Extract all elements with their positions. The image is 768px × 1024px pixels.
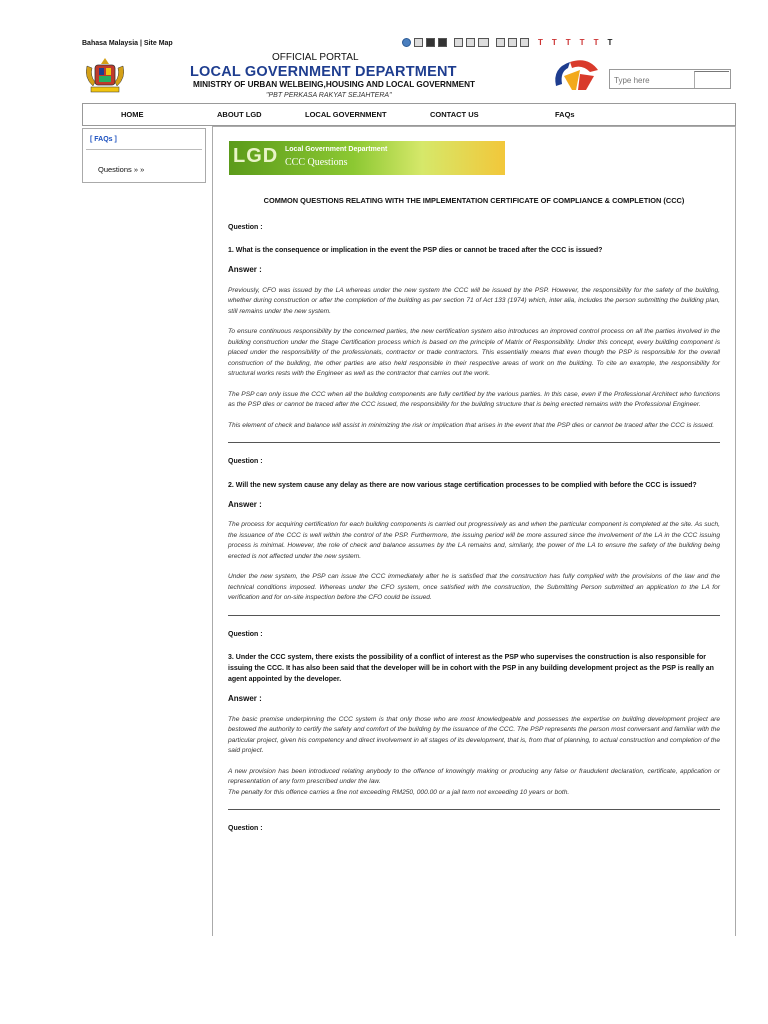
question-label: Question :: [228, 825, 263, 832]
nav-about-lgd[interactable]: ABOUT LGD: [217, 110, 262, 119]
text-size-3[interactable]: T: [565, 38, 571, 47]
top-links: [82, 40, 173, 47]
motto: "PBT PERKASA RAKYAT SEJAHTERA": [266, 92, 392, 99]
answer-3-para-2: A new provision has been introduced relating anybody to the offence of knowingly making or producing any false or fraudulent declaration, certificate, application or representation of any form prescribed under the law.: [228, 767, 720, 785]
content-title: COMMON QUESTIONS RELATING WITH THE IMPLEMENTATION CERTIFICATE OF COMPLIANCE & COMPLETION (CCC): [263, 196, 685, 205]
ministry-logo-icon: [550, 56, 604, 94]
question-3: 3. Under the CCC system, there exists the possibility of a conflict of interest as the PSP who supervises the construction is also responsible for issuing the CCC. It has also been said that the developer will be in cohort with the PSP in any building development project as the PSP is really an agent appointed by the developer.: [228, 654, 714, 683]
top-links-separator: |: [140, 40, 142, 47]
text-size-6[interactable]: T: [607, 38, 613, 47]
answer-label: Answer :: [228, 694, 262, 703]
layout-icon-2[interactable]: [466, 38, 475, 47]
text-size-1[interactable]: T: [538, 38, 543, 47]
layout-icon-1[interactable]: [454, 38, 463, 47]
nav-contact-us[interactable]: CONTACT US: [430, 110, 479, 119]
answer-1-para-1: Previously, CFO was issued by the LA whereas under the new system the CCC will be issued by the PSP. However, the responsibility for the safety of the building, whether during construction or after the completion of the building as per section 71 of Act 133 (1974) which, inter alia, includes the person submitting the building plan, still remains under the new system.: [228, 286, 720, 315]
answer-2-para-1: The process for acquiring certification for each building components is carried out progressively as and when the particular component is completed at the site. As such, the issuance of the CCC is well within the control of the PSP. Furthermore, the issuing period will be more assured since the involvement of the LA in the CCC issuing process is minimal. However, the role of check and balance assumes by the LA remains and, similarly, the power of the LA to ensure the safety of the building being erected is not affected under the new system.: [228, 521, 720, 560]
answer-label: Answer :: [228, 499, 262, 509]
ministry-subtitle: MINISTRY OF URBAN WELBEING,HOUSING AND LOCAL GOVERNMENT: [193, 80, 476, 89]
answer-3-para-1: The basic premise underpinning the CCC system is that only those who are most knowledgeable and possesses the expertise on building development project are bestowed the authority to certify the safety and comfort of the building by the issuance of the CCC. The PSP represents the person most conversant and familiar with the particular project, given his competency and direct involvement in all stages of its development, that is, from that of planning, to actual construction and completion of the said project.: [228, 715, 720, 754]
answer-2-para-2: Under the new system, the PSP can issue the CCC immediately after he is satisfied that the construction has fully complied with the provisions of the law and the technical conditions imposed. Whereas under the CFO system, once satisfied with the construction, the Submitting Person submitted an application to the LA for verification and for on-site inspection before the CFO could be issued.: [228, 573, 720, 601]
separator: [228, 442, 720, 443]
contrast-half-icon[interactable]: [426, 38, 435, 47]
sidebar-questions-link[interactable]: Questions » »: [98, 165, 145, 174]
separator: [228, 809, 720, 810]
question-label: Question :: [228, 458, 263, 465]
contrast-light-icon[interactable]: [414, 38, 423, 47]
question-1: 1. What is the consequence or implication in the event the PSP dies or cannot be traced after the CCC is issued?: [228, 247, 603, 254]
department-title: LOCAL GOVERNMENT DEPARTMENT: [190, 64, 457, 80]
font-icon-3[interactable]: [520, 38, 529, 47]
globe-icon[interactable]: [402, 38, 411, 47]
font-icon-1[interactable]: [496, 38, 505, 47]
question-label: Question :: [228, 223, 263, 231]
contrast-dark-icon[interactable]: [438, 38, 447, 47]
banner-title: CCC Questions: [285, 157, 348, 168]
question-2: 2. Will the new system cause any delay as there are now various stage certification processes to be complied with before the CCC is issued?: [228, 481, 697, 489]
sidebar-divider: [86, 149, 202, 150]
ccc-questions-banner: [229, 141, 505, 175]
sidebar: [82, 128, 206, 183]
answer-1-para-3: The PSP can only issue the CCC when all the building components are fully certified by the various parties. In this case, even if the Professional Architect who functions as the PSP dies or cannot be traced after the CCC issued, the responsibility for the building structure that is being erected remains with the Professional Engineer.: [228, 390, 720, 408]
banner-subtitle: Local Government Department: [285, 146, 388, 153]
answer-1-para-4: This element of check and balance will assist in minimizing the risk or implication that arises in the event that the PSP dies or cannot be traced after the CCC is issued.: [228, 421, 715, 429]
bahasa-malaysia-link[interactable]: Bahasa Malaysia: [82, 40, 139, 47]
official-portal-label: OFFICIAL PORTAL: [272, 52, 359, 63]
nav-local-government[interactable]: LOCAL GOVERNMENT: [305, 110, 387, 119]
text-size-5[interactable]: T: [593, 38, 599, 47]
text-size-4[interactable]: T: [579, 38, 585, 47]
font-icon-2[interactable]: [508, 38, 517, 47]
banner-lgd-logo: LGD: [233, 145, 279, 167]
main-nav: [82, 103, 736, 126]
text-size-2[interactable]: T: [551, 38, 557, 47]
question-label: Question :: [228, 630, 263, 638]
answer-1-para-2: To ensure continuous responsibility by the concerned parties, the new certification system also introduces an improved control process on all the parties involved in the building construction under the Stage Certification process which is based on the principle of Matrix of Responsibility. Under this concept, every building component is placed under the responsibility of the professionals, contractor or trade contractors. This essentially means that even though the PSP is responsible for the overall construction of the building, the other parties are also held responsible in their respective areas of work on the building. To cite an example, the responsibility for structural works rests with the Engineer as well as the contractor that carries out the work.: [228, 328, 720, 377]
answer-3-para-3: The penalty for this offence carries a fine not exceeding RM250, 000.00 or a jail term not exceeding 10 years or both.: [228, 788, 570, 796]
accessibility-toolbar: [402, 38, 612, 47]
faq-content: [228, 196, 720, 847]
search-input[interactable]: [610, 72, 698, 90]
text-size-options: [538, 38, 612, 47]
sidebar-faqs-link[interactable]: [ FAQs ]: [90, 136, 117, 143]
nav-home[interactable]: HOME: [121, 110, 144, 119]
layout-icon-3[interactable]: [478, 38, 489, 47]
malaysia-crest-icon: [83, 56, 127, 96]
search-button[interactable]: [694, 71, 729, 88]
nav-faqs[interactable]: FAQs: [555, 110, 575, 119]
separator: [228, 615, 720, 616]
answer-label: Answer :: [228, 265, 262, 274]
search-box: [609, 69, 731, 89]
site-map-link[interactable]: Site Map: [143, 40, 173, 47]
